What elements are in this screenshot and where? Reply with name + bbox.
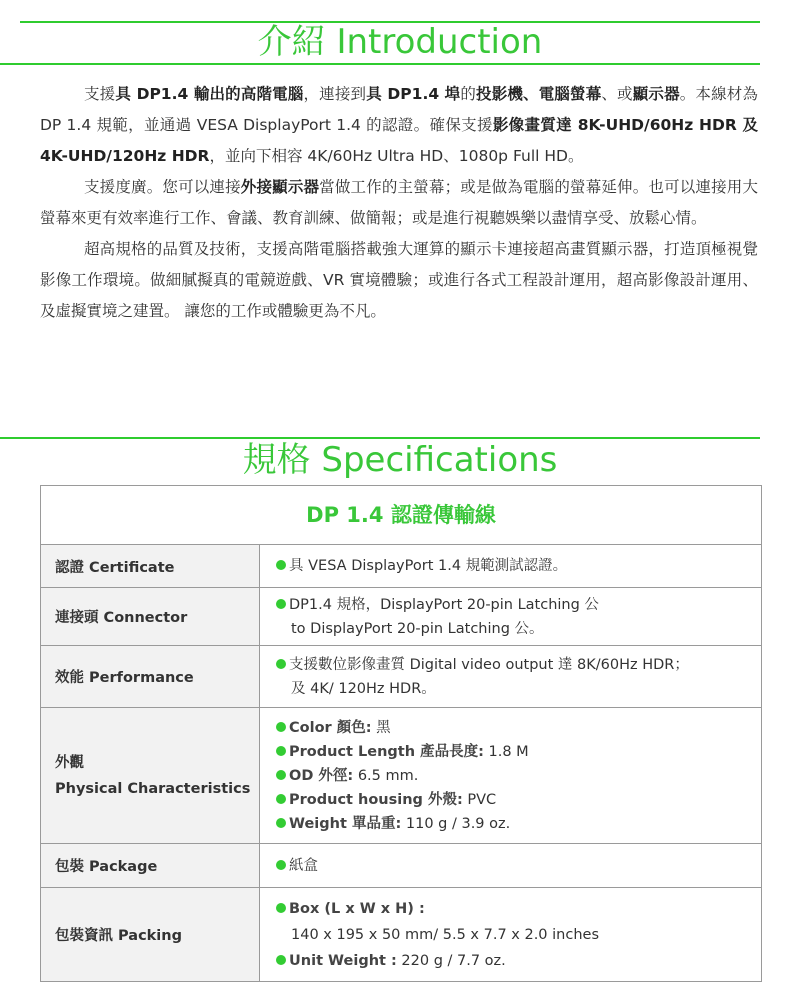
bullet-icon bbox=[276, 659, 286, 669]
bullet-icon bbox=[276, 560, 286, 570]
bullet-icon bbox=[276, 746, 286, 756]
spec-row-package bbox=[41, 844, 761, 888]
intro-paragraph-2: 支援度廣。您可以連接外接顯示器當做工作的主螢幕；或是做為電腦的螢幕延伸。也可以連接用大螢幕來更有效率進行工作、會議、教育訓練、做簡報；或是進行視聽娛樂以盡情享受、放鬆心情。 bbox=[40, 178, 758, 227]
bullet-icon bbox=[276, 770, 286, 780]
spec-row-packing bbox=[41, 888, 761, 981]
spec-value: 具 VESA DisplayPort 1.4 規範測試認證。 bbox=[260, 545, 761, 587]
bullet-icon bbox=[276, 955, 286, 965]
spec-row-performance bbox=[41, 646, 761, 708]
bullet-icon bbox=[276, 903, 286, 913]
spec-label: 外觀 Physical Characteristics bbox=[41, 708, 260, 843]
intro-paragraph-3: 超高規格的品質及技術，支援高階電腦搭載強大運算的顯示卡連接超高畫質顯示器，打造頂極視覺影像工作環境。做細膩擬真的電競遊戲、VR 實境體驗；或進行各式工程設計運用，超高影像設計運用、及虛擬實境之建置。 讓您的工作或體驗更為不凡。 bbox=[40, 240, 758, 320]
spec-label: 連接頭 Connector bbox=[41, 588, 260, 645]
spec-row-connector bbox=[41, 588, 761, 646]
spec-value: 紙盒 bbox=[260, 844, 761, 887]
spec-row-certificate bbox=[41, 545, 761, 588]
spec-value: Box (L x W x H) : 140 x 195 x 50 mm/ 5.5 x 7.7 x 2.0 inches Unit Weight : 220 g / 7.7 oz. bbox=[260, 888, 761, 981]
intro-title: 介紹 Introduction bbox=[257, 22, 543, 62]
spec-table-title: DP 1.4 認證傳輸線 bbox=[41, 486, 761, 545]
spec-label: 包裝 Package bbox=[41, 844, 260, 887]
spec-row-physical bbox=[41, 708, 761, 844]
intro-body bbox=[40, 79, 758, 327]
intro-rule-bottom bbox=[0, 63, 760, 65]
spec-table bbox=[40, 485, 762, 982]
spec-value: Color 顏色: 黑 Product Length 產品長度: 1.8 M OD 外徑: 6.5 mm. Product housing 外殼: PVC Weight 單品重: 110 g / 3.9 oz. bbox=[260, 708, 761, 843]
specs-title: 規格 Specifications bbox=[242, 440, 558, 480]
bullet-icon bbox=[276, 599, 286, 609]
bullet-icon bbox=[276, 818, 286, 828]
spec-value: 支援數位影像畫質 Digital video output 達 8K/60Hz HDR； 及 4K/ 120Hz HDR。 bbox=[260, 646, 761, 707]
bullet-icon bbox=[276, 722, 286, 732]
spec-label: 包裝資訊 Packing bbox=[41, 888, 260, 981]
spec-label: 效能 Performance bbox=[41, 646, 260, 707]
bullet-icon bbox=[276, 794, 286, 804]
specs-rule-top bbox=[0, 437, 760, 439]
intro-paragraph-1: 支援具 DP1.4 輸出的高階電腦，連接到具 DP1.4 埠的投影機、電腦螢幕、或顯示器。本線材為 DP 1.4 規範，並通過 VESA DisplayPort 1.4 的認證。確保支援影像畫質達 8K-UHD/60Hz HDR 及 4K-UHD/120Hz HDR，並向下相容 4K/60Hz Ultra HD、1080p Full HD。 bbox=[40, 85, 758, 165]
spec-value: DP1.4 規格，DisplayPort 20-pin Latching 公 to DisplayPort 20-pin Latching 公。 bbox=[260, 588, 761, 645]
bullet-icon bbox=[276, 860, 286, 870]
spec-label: 認證 Certificate bbox=[41, 545, 260, 587]
